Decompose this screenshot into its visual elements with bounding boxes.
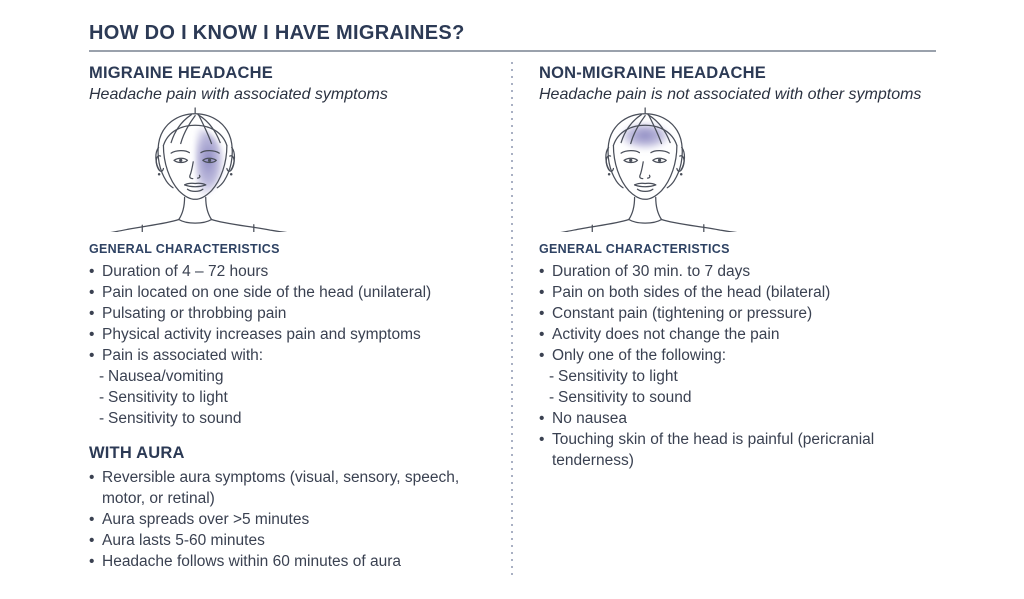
bullet-marker: •	[89, 553, 95, 570]
list-item-text: Pain on both sides of the head (bilateral)	[552, 284, 831, 301]
sub-list-item	[89, 366, 501, 387]
list-item-text: Reversible aura symptoms (visual, sensory, speech, motor, or retinal)	[102, 469, 460, 507]
list-item-text: Only one of the following:	[552, 347, 727, 364]
list-item-text: Duration of 30 min. to 7 days	[552, 263, 751, 280]
column-heading: NON-MIGRAINE HEADACHE	[539, 64, 766, 82]
dash-marker: -	[99, 410, 105, 427]
list-item	[539, 345, 884, 366]
list-item	[89, 509, 501, 530]
characteristics-list	[89, 261, 501, 429]
list-item	[89, 303, 501, 324]
list-item-text: Sensitivity to light	[108, 389, 228, 406]
bullet-marker: •	[539, 326, 545, 343]
dash-marker: -	[549, 389, 555, 406]
dash-marker: -	[99, 368, 105, 385]
column-migraine	[89, 64, 501, 572]
section-heading-with-aura: WITH AURA	[89, 444, 185, 462]
list-item-text: Constant pain (tightening or pressure)	[552, 305, 813, 322]
bullet-marker: •	[89, 263, 95, 280]
list-item-text: Duration of 4 – 72 hours	[102, 263, 269, 280]
column-divider-dotted-line	[511, 62, 513, 578]
title-underline	[89, 50, 936, 52]
list-item-text: Touching skin of the head is painful (pericranial tenderness)	[552, 431, 875, 469]
list-item-text: Activity does not change the pain	[552, 326, 780, 343]
bullet-marker: •	[89, 305, 95, 322]
section-heading-general-characteristics: GENERAL CHARACTERISTICS	[89, 242, 280, 256]
list-item-text: Sensitivity to light	[558, 368, 678, 385]
bullet-marker: •	[539, 263, 545, 280]
bullet-marker: •	[539, 305, 545, 322]
bullet-marker: •	[89, 469, 95, 486]
list-item	[89, 282, 501, 303]
column-subtitle: Headache pain with associated symptoms	[89, 86, 388, 103]
list-item	[539, 324, 884, 345]
list-item	[89, 345, 501, 366]
list-item-text: Aura spreads over >5 minutes	[102, 511, 310, 528]
characteristics-list	[539, 261, 884, 471]
bullet-marker: •	[539, 431, 545, 448]
page-title: HOW DO I KNOW I HAVE MIGRAINES?	[89, 22, 465, 44]
list-item-text: Sensitivity to sound	[558, 389, 692, 406]
woman-head-illustration	[99, 107, 349, 232]
list-item-text: No nausea	[552, 410, 627, 427]
bullet-marker: •	[539, 284, 545, 301]
list-item-text: Nausea/vomiting	[108, 368, 224, 385]
sub-list-item	[89, 408, 501, 429]
section-heading-general-characteristics: GENERAL CHARACTERISTICS	[539, 242, 730, 256]
bullet-marker: •	[539, 347, 545, 364]
dash-marker: -	[549, 368, 555, 385]
list-item-text: Pain is associated with:	[102, 347, 264, 364]
dash-marker: -	[99, 389, 105, 406]
list-item-text: Pain located on one side of the head (unilateral)	[102, 284, 432, 301]
list-item-text: Sensitivity to sound	[108, 410, 242, 427]
column-subtitle: Headache pain is not associated with other symptoms	[539, 86, 922, 103]
aura-list	[89, 467, 501, 572]
list-item	[539, 429, 884, 471]
bullet-marker: •	[89, 347, 95, 364]
bullet-marker: •	[89, 284, 95, 301]
list-item	[539, 261, 884, 282]
list-item	[89, 551, 501, 572]
bullet-marker: •	[539, 410, 545, 427]
list-item	[89, 467, 501, 509]
column-heading: MIGRAINE HEADACHE	[89, 64, 273, 82]
illustration-unilateral-pain	[99, 107, 501, 232]
sub-list-item	[539, 366, 884, 387]
list-item-text: Aura lasts 5-60 minutes	[102, 532, 265, 549]
woman-head-illustration	[549, 107, 799, 232]
column-non-migraine	[539, 64, 937, 471]
list-item-text: Physical activity increases pain and symptoms	[102, 326, 421, 343]
list-item-text: Headache follows within 60 minutes of aura	[102, 553, 401, 570]
list-item	[89, 530, 501, 551]
bullet-marker: •	[89, 511, 95, 528]
bullet-marker: •	[89, 326, 95, 343]
list-item-text: Pulsating or throbbing pain	[102, 305, 287, 322]
list-item	[539, 408, 884, 429]
list-item	[539, 303, 884, 324]
sub-list-item	[539, 387, 884, 408]
sub-list-item	[89, 387, 501, 408]
bullet-marker: •	[89, 532, 95, 549]
list-item	[89, 261, 501, 282]
list-item	[539, 282, 884, 303]
illustration-forehead-pain	[549, 107, 937, 232]
list-item	[89, 324, 501, 345]
